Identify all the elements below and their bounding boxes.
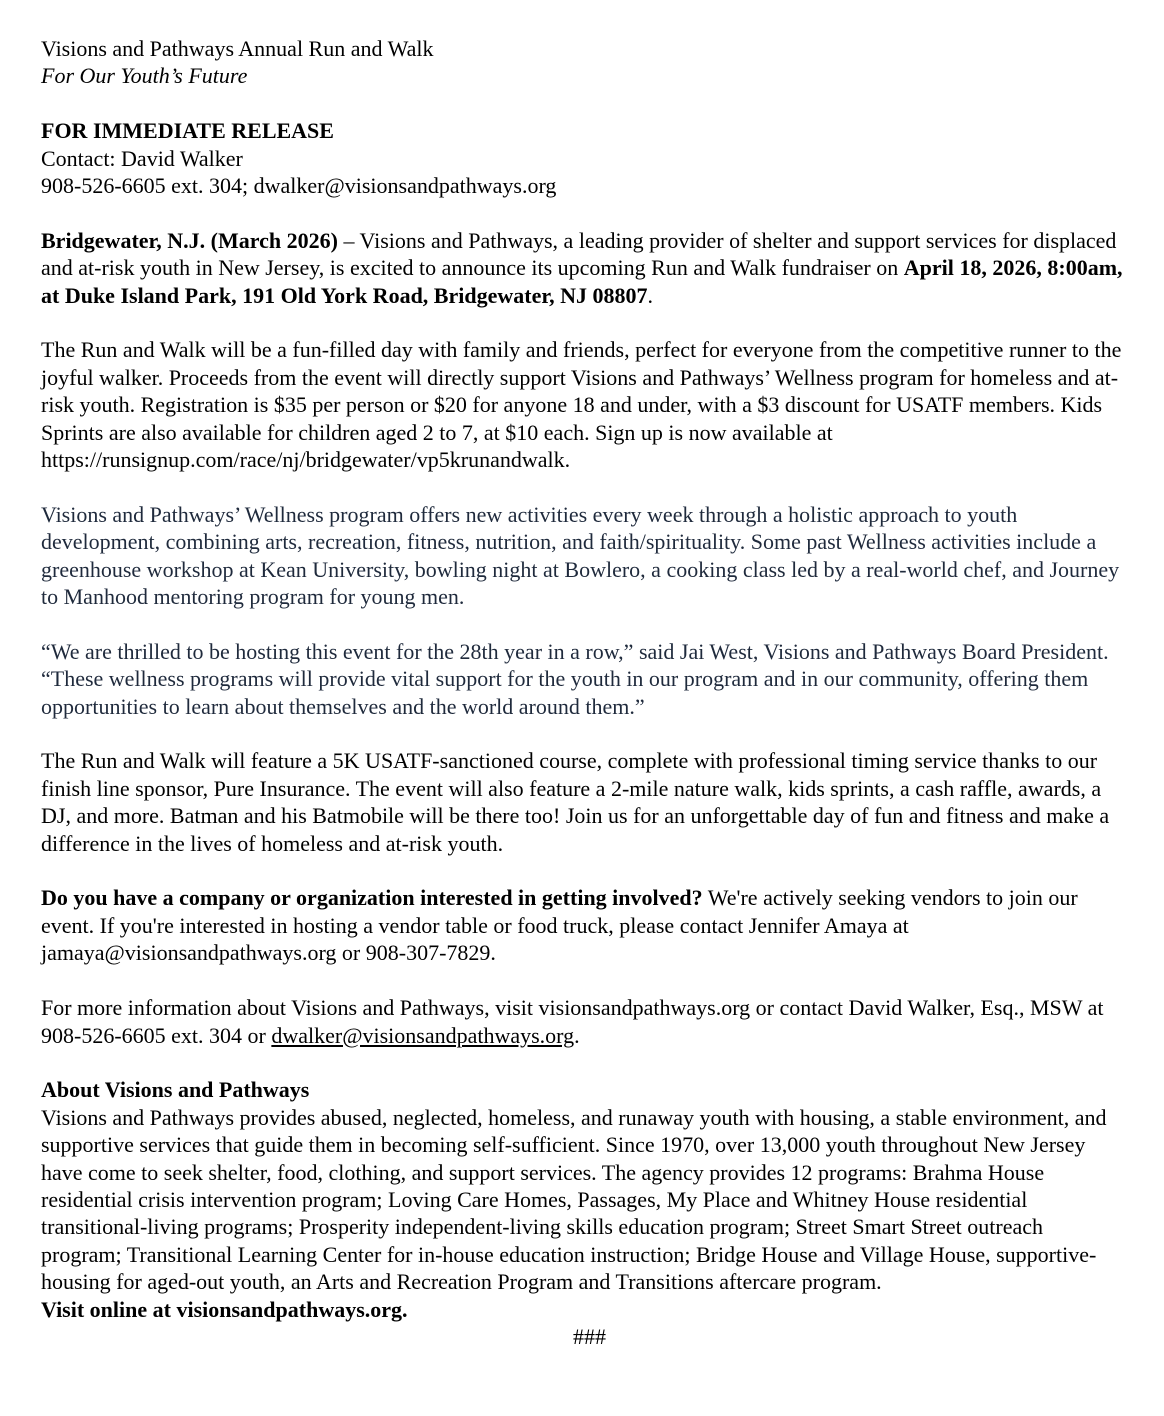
features-paragraph: The Run and Walk will feature a 5K USATF-sanctioned course, complete with professional timing service thanks to our finish line sponsor, Pure Insurance. The event will also feature a 2-mile nature walk, kids sprints, a cash raffle, awards, a DJ, and more. Batman and his Batmobile will be there too! Join us for an unforgettable day of fun and fitness and make a difference in the lives of homeless and at-risk youth. (41, 748, 1110, 856)
dateline: Bridgewater, N.J. (March 2026) (41, 227, 338, 253)
end-mark: ### (573, 1323, 606, 1349)
event-title: Visions and Pathways Annual Run and Walk (41, 36, 434, 61)
event-tagline: For Our Youth’s Future (41, 63, 248, 89)
contact-email-link[interactable]: dwalker@visionsandpathways.org (271, 1022, 575, 1048)
more-info-paragraph (41, 994, 1124, 1049)
vendors-paragraph (41, 884, 1124, 966)
quote-paragraph: “We are thrilled to be hosting this event for the 28th year in a row,” said Jai West, Visions and Pathways Board President. “These wellness programs will provide vital support for the youth in our program and in our community, offering them opportunities to learn about themselves and the world around them.” (41, 638, 1109, 719)
registration-paragraph: The Run and Walk will be a fun-filled day with family and friends, perfect for everyone from the competitive runner to the joyful walker. Proceeds from the event will directly support Visions and Pathways’ Wellness program for homeless and at-risk youth. Registration is $35 per person or $20 for anyone 18 and under, with a $3 discount for USATF members. Kids Sprints are also available for children aged 2 to 7, at $10 each. Sign up is now available at https://runsignup.com/race/nj/bridgewater/vp5krunandwalk. (41, 337, 1122, 473)
intro-end: . (647, 282, 653, 308)
vendors-lead: Do you have a company or organization interested in getting involved? (41, 885, 703, 911)
intro-paragraph (41, 227, 1124, 309)
event-details: April 18, 2026, 8:00am, at Duke Island Park, 191 Old York Road, Bridgewater, NJ 08807 (41, 255, 1123, 308)
contact-name: Contact: David Walker (41, 145, 243, 171)
release-info (41, 117, 1124, 199)
about-heading: About Visions and Pathways (41, 1077, 310, 1103)
about-section (41, 1076, 1124, 1323)
more-info-end: . (574, 1022, 580, 1048)
more-info-text: For more information about Visions and Pathways, visit visionsandpathways.org or contact David Walker, Esq., MSW at 908-526-6605 ext. 304 or (41, 995, 1104, 1048)
about-text: Visions and Pathways provides abused, neglected, homeless, and runaway youth with housing, a stable environment, and supportive services that guide them in becoming self-sufficient. Since 1970, over 13,000 youth throughout New Jersey have come to seek shelter, food, clothing, and support services. The agency provides 12 programs: Brahma House residential crisis intervention program; Loving Care Homes, Passages, My Place and Whitney House residential transitional-living programs; Prosperity independent-living skills education program; Street Smart Street outreach program; Transitional Learning Center for in-house education instruction; Bridge House and Village House, supportive-housing for aged-out youth, an Arts and Recreation Program and Transitions aftercare program. (41, 1104, 1107, 1295)
document-header (41, 35, 1124, 90)
contact-details: 908-526-6605 ext. 304; dwalker@visionsandpathways.org (41, 173, 557, 199)
intro-text: – Visions and Pathways, a leading provider of shelter and support services for displaced and at-risk youth in New Jersey, is excited to announce its upcoming Run and Walk fundraiser on (41, 227, 1117, 281)
vendors-text: We're actively seeking vendors to join our event. If you're interested in hosting a vendor table or food truck, please contact Jennifer Amaya at jamaya@visionsandpathways.org or 908-307-7829. (41, 885, 1078, 966)
wellness-paragraph: Visions and Pathways’ Wellness program offers new activities every week through a holistic approach to youth development, combining arts, recreation, fitness, nutrition, and faith/spirituality. Some past Wellness activities include a greenhouse workshop at Kean University, bowling night at Bowlero, a cooking class led by a real-world chef, and Journey to Manhood mentoring program for young men. (41, 501, 1120, 610)
visit-online: Visit online at visionsandpathways.org. (41, 1296, 408, 1322)
release-label: FOR IMMEDIATE RELEASE (41, 118, 334, 144)
